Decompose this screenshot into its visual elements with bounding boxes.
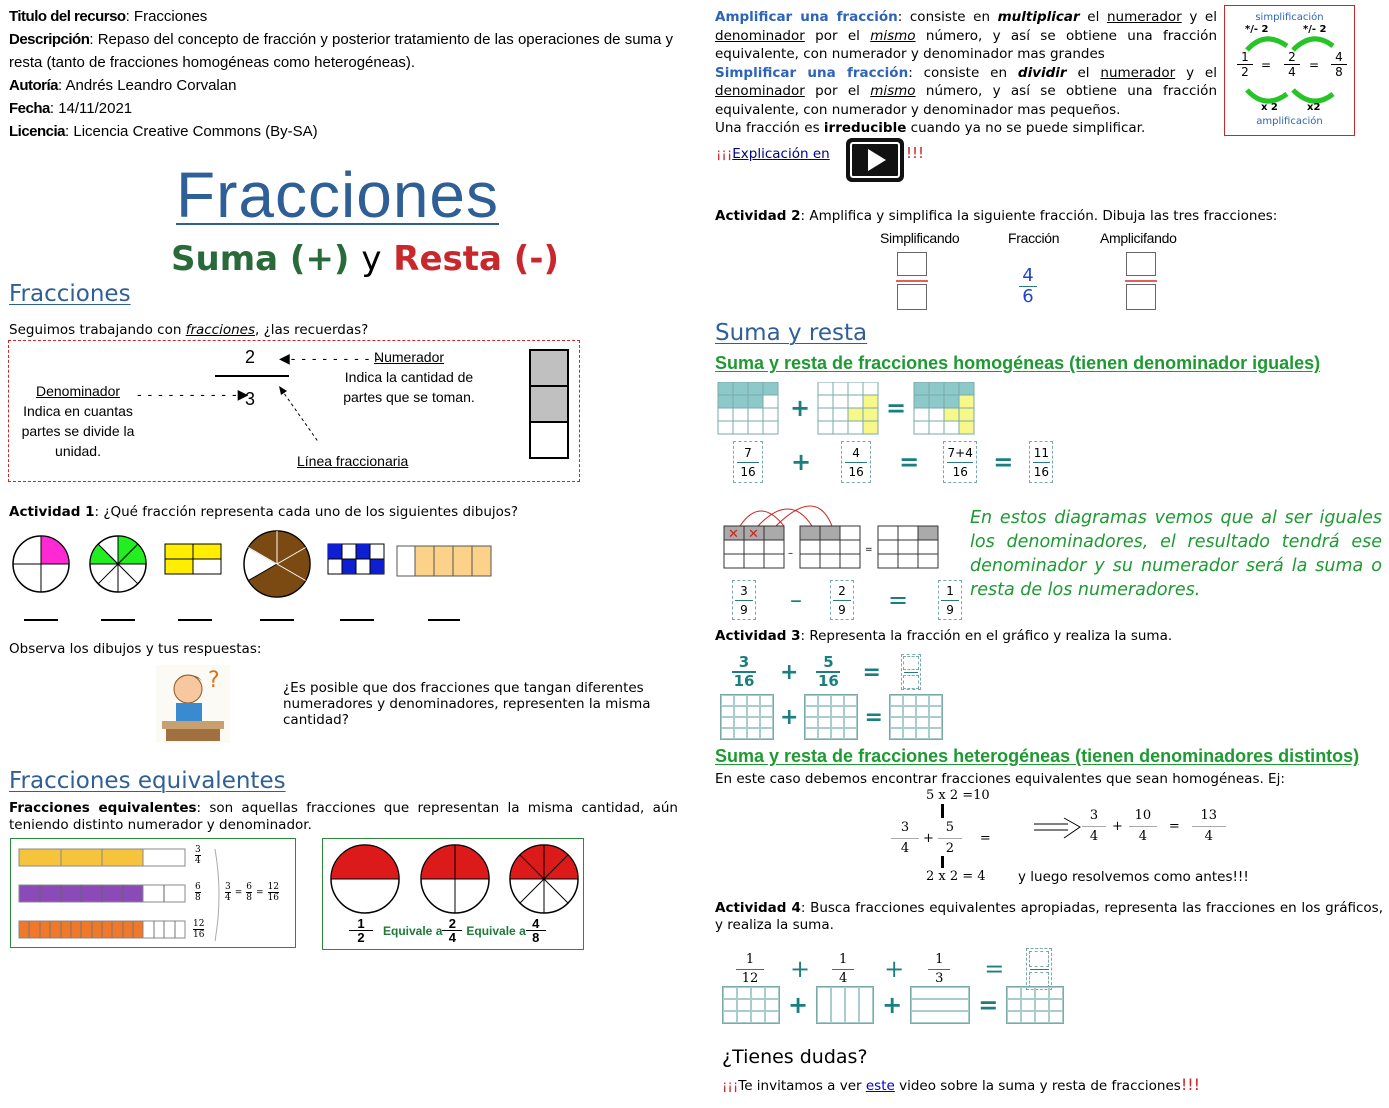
grid-cell[interactable] <box>723 1011 737 1023</box>
grid-cell <box>959 395 974 408</box>
homog-f4: 11 16 <box>1029 441 1053 483</box>
grid-cell[interactable] <box>751 1011 765 1023</box>
numerador-desc: Indica la cantidad de partes que se toman. <box>343 369 475 405</box>
fecha-label: Fecha <box>9 100 50 117</box>
bar-frac-2: 6 8 <box>195 882 201 903</box>
heading-suma-resta: Suma y resta <box>715 320 868 346</box>
numerador-block <box>339 347 479 407</box>
homog-f2: 4 16 <box>841 441 871 483</box>
act3-grid-3[interactable] <box>889 694 943 740</box>
grid-cell <box>959 421 974 434</box>
actividad2-text: : Amplifica y simplifica la siguiente fracción. Dibuja las tres fracciones: <box>800 208 1278 224</box>
anatomy-denominator: 3 <box>245 389 256 409</box>
irreducible-para: Una fracción es irreducible cuando ya no se puede simplificar. <box>715 120 1146 136</box>
svg-text:=: = <box>865 545 873 555</box>
grid-cell[interactable] <box>890 706 903 717</box>
actividad4-text: : Busca fracciones equivalentes apropiadas, representa las fracciones en los gráficos, y realiza la suma. <box>715 900 1383 933</box>
rect-orange-bar <box>397 546 491 576</box>
rest-f1: 3 9 <box>732 580 756 620</box>
linea-label: Línea fraccionaria <box>297 453 409 469</box>
grid-cell[interactable] <box>760 695 773 706</box>
simp-div1: */- 2 <box>1245 24 1269 35</box>
rect-yellow <box>165 544 221 574</box>
simp-eq-1: = <box>1261 58 1272 72</box>
grid-cell <box>833 421 848 434</box>
circles-caption: 1 2 Equivale a 2 4 Equivale a 4 8 <box>349 917 579 944</box>
amplificar-simplificar-text <box>715 8 1217 138</box>
grid-cell <box>818 382 833 395</box>
grid-cell[interactable] <box>859 987 873 1023</box>
act4-grid-4[interactable] <box>1006 986 1064 1024</box>
grid-cell <box>763 395 778 408</box>
grid-cell <box>929 395 944 408</box>
grid-cell <box>929 408 944 421</box>
circle-eighths <box>90 536 146 592</box>
titulo-value: : Fracciones <box>125 8 208 25</box>
equivale-a-1: Equivale a <box>383 923 443 938</box>
grid-cell <box>763 421 778 434</box>
amplificar-para: Amplificar una fracción: consiste en multiplicar el numerador y el denominador por el mismo número, y así se obtiene una fracción equivalente, con numerador y denominador mas grandes <box>715 9 1217 62</box>
subtitle-y: y <box>361 239 382 279</box>
grid-cell[interactable] <box>723 999 737 1011</box>
svg-text:✕: ✕ <box>728 527 739 542</box>
intro-post: , ¿las recuerdas? <box>255 322 369 338</box>
licencia-label: Licencia <box>9 123 66 140</box>
grid-cell <box>763 408 778 421</box>
simplificando-box[interactable] <box>897 252 928 310</box>
grid-cell[interactable] <box>845 987 859 1023</box>
grid-cell[interactable] <box>831 706 844 717</box>
grid-cell[interactable] <box>831 987 845 1023</box>
grid-cell[interactable] <box>734 717 747 728</box>
grid-cell[interactable] <box>721 706 734 717</box>
grid-cell[interactable] <box>747 728 760 739</box>
grid-cell[interactable] <box>1021 987 1035 999</box>
grid-cell <box>959 408 974 421</box>
grid-cell[interactable] <box>929 717 942 728</box>
actividad1-drawings <box>10 530 500 626</box>
grid-cell <box>733 395 748 408</box>
grid-cell[interactable] <box>818 728 831 739</box>
titulo-label: Titulo del recurso <box>9 8 126 25</box>
grid-cell[interactable] <box>903 728 916 739</box>
explicacion-post: !!! <box>906 144 925 162</box>
actividad2-label: Actividad 2 <box>715 208 801 224</box>
grid-cell[interactable] <box>737 999 751 1011</box>
grid-cell[interactable] <box>760 728 773 739</box>
act3-grid-2[interactable] <box>804 694 858 740</box>
equivalentes-def <box>9 800 678 834</box>
grid-cell <box>833 408 848 421</box>
grid-cell[interactable] <box>1035 987 1049 999</box>
homog-sum-grids <box>716 382 978 436</box>
explicacion-pre: ¡¡¡ <box>716 146 733 162</box>
grid-cell[interactable] <box>1049 1011 1063 1023</box>
act4-grid-2[interactable] <box>816 986 874 1024</box>
actividad2-col-amplificando: Amplicifando <box>1100 230 1177 246</box>
grid-cell[interactable] <box>831 695 844 706</box>
equivalentes-def-bold: Fracciones equivalentes <box>9 800 197 816</box>
grid-cell[interactable] <box>831 728 844 739</box>
grid-cell[interactable] <box>747 706 760 717</box>
equivalent-circles-box <box>322 838 584 950</box>
actividad2-col-simplificando: Simplificando <box>880 230 960 246</box>
grid-cell[interactable] <box>805 695 818 706</box>
grid-cell[interactable] <box>721 695 734 706</box>
subtitle-resta: Resta (-) <box>393 239 559 279</box>
grid-cell[interactable] <box>760 717 773 728</box>
homog-f1: 7 16 <box>733 441 763 483</box>
grid-cell <box>863 382 878 395</box>
grid-cell <box>763 382 778 395</box>
grid-cell <box>748 395 763 408</box>
grid-cell[interactable] <box>1007 999 1021 1011</box>
explicacion-link[interactable]: Explicación en <box>732 146 830 162</box>
resource-metadata <box>9 5 689 143</box>
grid-cell[interactable] <box>1021 1011 1035 1023</box>
dudas-line <box>722 1076 1200 1095</box>
dudas-text: Te invitamos a ver <box>738 1078 866 1094</box>
anatomy-fraction-line <box>215 375 289 377</box>
grid-cell <box>863 395 878 408</box>
grid-cell <box>818 395 833 408</box>
grid-cell[interactable] <box>890 695 903 706</box>
grid-cell <box>748 421 763 434</box>
fraction-anatomy-box <box>8 340 580 482</box>
grid-cell[interactable] <box>890 717 903 728</box>
heterog-equation: 3 4 + $\frac{5}{2}$ = <box>891 818 991 859</box>
fecha-value: : 14/11/2021 <box>49 100 133 117</box>
autoria-label: Autoría <box>9 77 58 94</box>
equivalent-circles <box>327 843 583 915</box>
grid-cell[interactable] <box>903 695 916 706</box>
grid-cell[interactable] <box>911 999 969 1011</box>
bar-eq-line: $\frac{3}{4}$ = $\frac{6}{8}$ = $\frac{12}{16}$ <box>225 882 280 903</box>
intro-em: fracciones <box>185 322 256 338</box>
actividad1-text: : ¿Qué fracción representa cada uno de los siguientes dibujos? <box>94 504 519 520</box>
grid-cell <box>818 421 833 434</box>
grid-cell <box>914 395 929 408</box>
actividad1-line <box>9 504 518 521</box>
licencia-value: : Licencia Creative Commons (By-SA) <box>65 123 318 140</box>
simp-bottom-label: amplificación <box>1256 116 1323 127</box>
homog-rest-grids <box>720 500 942 574</box>
grid-cell[interactable] <box>818 695 831 706</box>
heterog-result: 3 4 + $\frac{10}{4}$ = $\frac{13}{4}$ <box>1082 806 1226 847</box>
grid-cell[interactable] <box>737 1011 751 1023</box>
denominador-desc: Indica en cuantas partes se divide la unidad. <box>21 403 135 459</box>
grid-cell <box>833 395 848 408</box>
grid-cell[interactable] <box>747 717 760 728</box>
grid-cell[interactable] <box>844 695 857 706</box>
grid-cell <box>944 408 959 421</box>
homog-sum-fractions: 7 16 + 4 16 = 7+4 16 = 11 16 <box>733 441 1053 483</box>
actividad3-fractions: 3 16 + $\frac{5}{16}$ = <box>732 654 921 690</box>
grid-cell[interactable] <box>751 987 765 999</box>
grid-cell[interactable] <box>805 728 818 739</box>
grid-cell[interactable] <box>1007 1011 1021 1023</box>
grid-cell[interactable] <box>929 695 942 706</box>
homog-rest-fractions: 3 9 – 2 9 = 1 9 <box>732 580 962 620</box>
grid-cell[interactable] <box>916 706 929 717</box>
actividad3-grids[interactable]: + = <box>720 694 943 740</box>
question-text: ¿Es posible que dos fracciones que tangan diferentes numeradores y denominadores, representen la misma cantidad? <box>283 680 651 728</box>
actividad4-fractions: 1 12 + $\frac{1}{4}$ + $\frac{1}{3}$ = <box>736 948 1052 990</box>
descripcion-label: Descripción <box>9 31 90 48</box>
grid-cell <box>914 408 929 421</box>
heterog-top-connector <box>941 804 944 818</box>
intro-text <box>9 322 368 339</box>
circle-quarters <box>13 536 69 592</box>
denominador-block <box>13 381 143 461</box>
bar-frac-1: 3 4 <box>195 845 201 866</box>
bar-frac-3: 12 16 <box>193 919 205 940</box>
grid-cell <box>733 408 748 421</box>
grid-cell <box>833 382 848 395</box>
arrow-numerador: ◀- - - - - - - - - <box>279 350 381 366</box>
grid-cell[interactable] <box>1049 987 1063 999</box>
page-title: Fracciones <box>176 159 499 231</box>
grid-cell[interactable] <box>916 717 929 728</box>
actividad2-line <box>715 208 1277 225</box>
heading-homogeneas: Suma y resta de fracciones homogéneas (tienen denominador iguales) <box>715 353 1321 373</box>
grid-cell[interactable] <box>844 728 857 739</box>
intro-pre: Seguimos trabajando con <box>9 322 186 338</box>
grid-cell[interactable] <box>765 999 779 1011</box>
heterog-top-calc: 5 x 2 =10 <box>926 788 990 803</box>
grid-cell[interactable] <box>844 717 857 728</box>
simp-f3: 4 8 <box>1331 50 1347 79</box>
dudas-heading: ¿Tienes dudas? <box>722 1046 868 1068</box>
grid-cell <box>718 408 733 421</box>
svg-text:✕: ✕ <box>748 527 759 542</box>
grid-cell[interactable] <box>734 706 747 717</box>
simp-f1: 1 2 <box>1237 50 1253 79</box>
grid-cell[interactable] <box>734 728 747 739</box>
grid-cell <box>863 421 878 434</box>
grid-cell <box>748 382 763 395</box>
grid-cell[interactable] <box>903 717 916 728</box>
homog-plus-1: + <box>790 394 811 422</box>
act4-grid-1[interactable] <box>722 986 780 1024</box>
grid-cell <box>944 421 959 434</box>
grid-cell[interactable] <box>844 706 857 717</box>
grid-cell <box>944 395 959 408</box>
actividad4-grids[interactable]: + + = <box>722 986 1064 1024</box>
bar-two-thirds <box>529 349 569 459</box>
arrow-denominador: - - - - - - - - - -▶ <box>137 386 250 402</box>
grid-cell <box>748 408 763 421</box>
grid-cell <box>733 421 748 434</box>
heterog-bottom-connector <box>941 856 944 868</box>
simplificar-para: Simplificar una fracción: consiste en dividir el numerador y el denominador por el mismo número, y así se obtiene una fracción equivalente, con numerador y denominador mas pequeños. <box>715 64 1217 118</box>
grid-cell[interactable] <box>818 717 831 728</box>
grid-cell[interactable] <box>737 987 751 999</box>
grid-cell[interactable] <box>1021 999 1035 1011</box>
actividad2-col-fraccion: Fracción <box>1008 230 1060 246</box>
grid-cell[interactable] <box>929 706 942 717</box>
simp-top-label: simplificación <box>1255 12 1324 23</box>
simp-eq-2: = <box>1309 58 1320 72</box>
observa-text: Observa los dibujos y tus respuestas: <box>9 641 262 657</box>
grid-cell[interactable] <box>916 695 929 706</box>
rest-f3: 1 9 <box>938 580 962 620</box>
grid-cell <box>718 382 733 395</box>
dudas-video-link[interactable]: este <box>865 1078 895 1094</box>
rect-blue-checker <box>328 544 384 574</box>
grid-cell[interactable] <box>723 987 737 999</box>
actividad2-fraccion: 4 6 <box>1019 266 1037 307</box>
page-subtitle <box>171 239 559 279</box>
grid-cell[interactable] <box>721 717 734 728</box>
grid-cell <box>959 382 974 395</box>
simp-div2: */- 2 <box>1303 24 1327 35</box>
grid-cell[interactable] <box>721 728 734 739</box>
act3-grid-1[interactable] <box>720 694 774 740</box>
grid-cell[interactable] <box>1035 999 1049 1011</box>
heading-heterogeneas: Suma y resta de fracciones heterogéneas (tienen denominadores distintos) <box>715 746 1360 766</box>
grid-cell[interactable] <box>1049 999 1063 1011</box>
grid-cell[interactable] <box>817 987 831 1023</box>
grid-cell[interactable] <box>911 1011 969 1023</box>
autoria-value: : Andrés Leandro Corvalan <box>58 77 237 94</box>
actividad3-line <box>715 628 1172 645</box>
act4-grid-3[interactable] <box>910 986 970 1024</box>
dudas-text2: video sobre la suma y resta de fracciones <box>894 1078 1181 1094</box>
grid-cell[interactable] <box>890 728 903 739</box>
arrow-linea <box>277 385 327 447</box>
grid-cell <box>914 382 929 395</box>
heterog-arrow <box>1032 816 1084 842</box>
grid-cell[interactable] <box>765 1011 779 1023</box>
rest-f2: 2 9 <box>830 580 854 620</box>
simplificacion-diagram <box>1224 5 1355 136</box>
denominador-label: Denominador <box>35 383 121 399</box>
grid-cell[interactable] <box>1035 1011 1049 1023</box>
svg-text:–: – <box>788 548 793 559</box>
grid-cell[interactable] <box>805 717 818 728</box>
equivalent-bars-box <box>10 838 296 948</box>
grid-cell[interactable] <box>1007 987 1021 999</box>
dudas-post: !!! <box>1180 1075 1201 1094</box>
heterog-intro: En este caso debemos encontrar fracciones equivalentes que sean homogéneas. Ej: <box>715 771 1285 787</box>
homog-note: En estos diagramas vemos que al ser iguales los denominadores, el resultado tendrá ese denominador y su numerador será la suma o resta de los numeradores. <box>970 508 1382 600</box>
dudas-pre: ¡¡¡ <box>722 1078 739 1094</box>
grid-cell <box>733 382 748 395</box>
grid-cell <box>848 421 863 434</box>
actividad4-label: Actividad 4 <box>715 900 801 916</box>
amplificando-box[interactable] <box>1126 252 1157 310</box>
equivalentes-def-text: : son aquellas fracciones que representan la misma cantidad, aún teniendo distinto numerador y denominador. <box>9 800 678 833</box>
grid-cell[interactable] <box>929 728 942 739</box>
heterog-luego: y luego resolvemos como antes!!! <box>1018 869 1249 885</box>
actividad3-label: Actividad 3 <box>715 628 801 644</box>
grid-cell[interactable] <box>734 695 747 706</box>
grid-cell[interactable] <box>760 706 773 717</box>
grid-cell[interactable] <box>805 706 818 717</box>
circle-sixths <box>244 531 310 597</box>
numerador-label: Numerador <box>373 349 445 365</box>
grid-cell <box>914 421 929 434</box>
grid-cell[interactable] <box>765 987 779 999</box>
grid-cell <box>848 382 863 395</box>
simp-mul1: x 2 <box>1261 102 1278 113</box>
homog-eq-1: = <box>886 394 907 422</box>
actividad4-line <box>715 900 1383 934</box>
grid-cell[interactable] <box>903 706 916 717</box>
thinking-child-illustration <box>156 665 230 743</box>
grid-cell[interactable] <box>916 728 929 739</box>
anatomy-numerator: 2 <box>245 347 256 367</box>
video-play-icon[interactable] <box>846 138 904 182</box>
heading-equivalentes: Fracciones equivalentes <box>9 768 286 794</box>
simp-f2: 2 4 <box>1284 50 1300 79</box>
grid-cell <box>929 382 944 395</box>
svg-text:?: ? <box>208 668 220 693</box>
grid-cell[interactable] <box>751 999 765 1011</box>
grid-cell <box>818 408 833 421</box>
grid-cell <box>863 408 878 421</box>
heading-fracciones: Fracciones <box>9 281 131 307</box>
grid-cell <box>944 382 959 395</box>
grid-cell <box>848 408 863 421</box>
grid-cell <box>848 395 863 408</box>
homog-f3: 7+4 16 <box>943 441 977 483</box>
grid-cell[interactable] <box>818 706 831 717</box>
heterog-bottom-calc: 2 x 2 = 4 <box>926 869 986 884</box>
grid-cell <box>929 421 944 434</box>
explicacion-line <box>716 146 830 163</box>
actividad3-text: : Representa la fracción en el gráfico y realiza la suma. <box>800 628 1173 644</box>
grid-cell <box>718 421 733 434</box>
grid-cell[interactable] <box>911 987 969 999</box>
grid-cell <box>718 395 733 408</box>
simp-mul2: x2 <box>1307 102 1321 113</box>
equivale-a-2: Equivale a <box>466 923 526 938</box>
grid-cell[interactable] <box>747 695 760 706</box>
actividad1-label: Actividad 1 <box>9 504 95 520</box>
grid-cell[interactable] <box>831 717 844 728</box>
subtitle-suma: Suma (+) <box>171 239 350 279</box>
descripcion-value: : Repaso del concepto de fracción y posterior tratamiento de las operaciones de suma y resta (tanto de fracciones homogéneas como heterogéneas). <box>9 31 674 71</box>
